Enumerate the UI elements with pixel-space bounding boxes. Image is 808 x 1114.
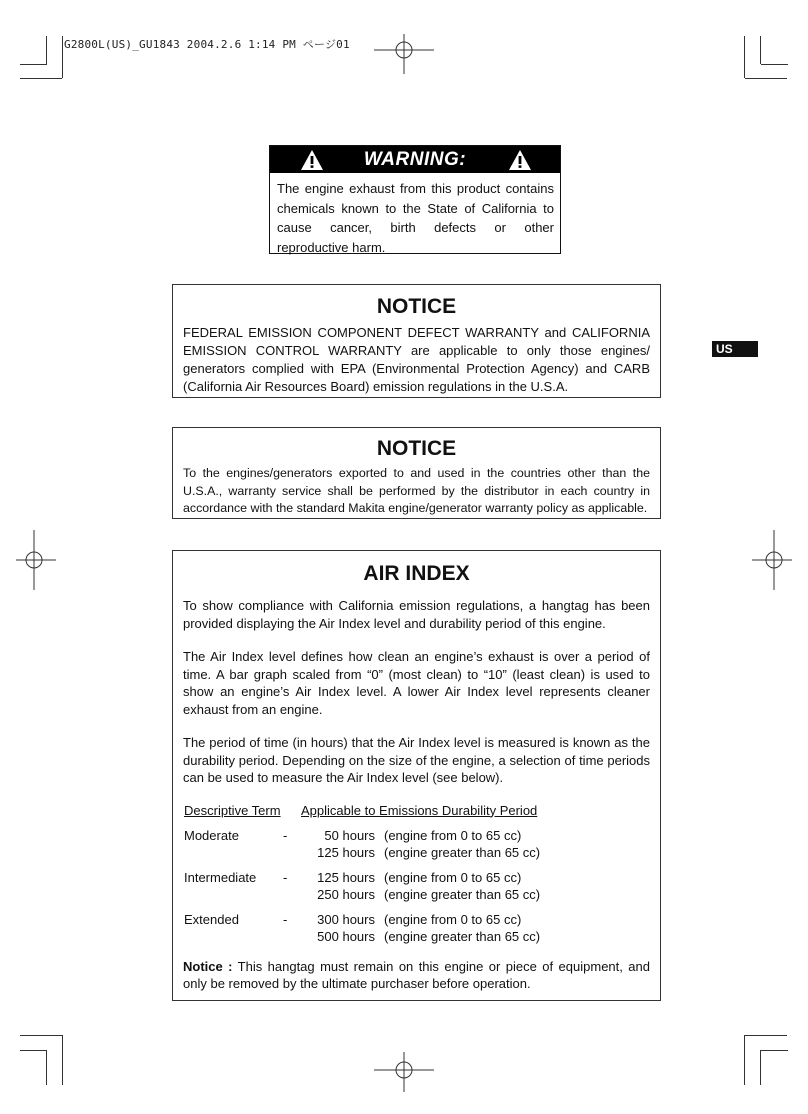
hours-cell: 50 hours <box>324 827 375 843</box>
crop-mark <box>46 1050 47 1085</box>
print-header: G2800L(US)_GU1843 2004.2.6 1:14 PM ページ01 <box>64 38 350 51</box>
air-index-paragraph: To show compliance with California emission regulations, a hangtag has been provided displaying the Air Index level and durability period of this engine. <box>183 598 650 631</box>
engine-desc-cell: (engine greater than 65 cc) <box>384 929 541 944</box>
term-cell: Moderate <box>184 827 239 843</box>
crop-mark <box>20 78 62 79</box>
crop-mark <box>62 36 63 78</box>
notice-text: To the engines/generators exported to and used in the countries other than the U.S.A., warranty service shall be performed by the distributor in each country in accordance with the standard Makita engine/generator warranty policy as applicable. <box>183 466 650 515</box>
table-row <box>184 827 660 862</box>
crop-mark <box>20 1035 62 1036</box>
term-cell: Extended <box>184 911 239 927</box>
engine-desc-cell: (engine greater than 65 cc) <box>384 887 541 902</box>
crop-mark <box>20 64 47 65</box>
term-cell: Intermediate <box>184 869 257 885</box>
notice-title: NOTICE <box>376 295 457 318</box>
registration-mark-right <box>752 530 792 590</box>
crop-mark <box>761 1050 788 1051</box>
table-row <box>184 911 660 946</box>
warning-triangle-icon <box>300 149 324 171</box>
crop-mark <box>745 1035 787 1036</box>
air-index-paragraph: The period of time (in hours) that the Air Index level is measured is known as the durability period. Depending on the size of the engine, a selection of time periods can be used to measure the Air Index level (see below). <box>183 735 650 785</box>
table-header-term: Descriptive Term <box>184 802 281 818</box>
registration-mark-top <box>374 34 434 74</box>
notice-title: NOTICE <box>376 437 457 460</box>
crop-mark <box>745 78 787 79</box>
hours-cell: 125 hours <box>317 869 375 885</box>
warning-text: The engine exhaust from this product contains chemicals known to the State of California to cause cancer, birth defects or other reproductive harm. <box>277 181 554 255</box>
dash-cell: - <box>283 869 288 885</box>
air-index-paragraph: The Air Index level defines how clean an engine’s exhaust is over a period of time. A bar graph scaled from “0” (most clean) to “10” (least clean) is used to show an engine’s Air Index level. A lower Air Index level represents cleaner exhaust from an engine. <box>183 649 650 717</box>
registration-mark-bottom <box>374 1052 434 1092</box>
crop-mark <box>20 1050 47 1051</box>
hours-cell: 500 hours <box>317 929 375 944</box>
warning-box <box>269 145 561 254</box>
air-index-box <box>172 550 661 1001</box>
table-header <box>184 802 660 820</box>
registration-mark-left <box>16 530 56 590</box>
language-tab: US <box>712 341 758 357</box>
hours-cell: 125 hours <box>317 845 375 860</box>
dash-cell: - <box>283 827 288 843</box>
hours-cell: 300 hours <box>317 911 375 927</box>
crop-mark <box>760 1050 761 1085</box>
warning-triangle-icon <box>508 149 532 171</box>
warning-header <box>270 146 560 173</box>
hours-cell: 250 hours <box>317 887 375 902</box>
crop-mark <box>744 36 745 78</box>
engine-desc-cell: (engine from 0 to 65 cc) <box>384 869 522 885</box>
table-row <box>184 869 660 904</box>
air-index-title: AIR INDEX <box>363 562 470 585</box>
engine-desc-cell: (engine greater than 65 cc) <box>384 845 541 860</box>
crop-mark <box>761 64 788 65</box>
hangtag-notice-text: This hangtag must remain on this engine or piece of equipment, and only be removed by the ultimate purchaser before operation. <box>183 958 650 991</box>
engine-desc-cell: (engine from 0 to 65 cc) <box>384 827 522 843</box>
crop-mark <box>62 1035 63 1085</box>
crop-mark <box>744 1035 745 1085</box>
notice-federal-warranty <box>172 284 661 398</box>
hangtag-notice-label: Notice : <box>183 958 233 974</box>
dash-cell: - <box>283 911 288 927</box>
hangtag-notice <box>173 958 660 993</box>
table-header-period: Applicable to Emissions Durability Period <box>301 802 538 818</box>
warning-title: WARNING: <box>363 148 467 170</box>
engine-desc-cell: (engine from 0 to 65 cc) <box>384 911 522 927</box>
crop-mark <box>760 36 761 64</box>
durability-table <box>184 802 660 946</box>
notice-text: FEDERAL EMISSION COMPONENT DEFECT WARRANTY and CALIFORNIA EMISSION CONTROL WARRANTY are applicable to only those engines/ generators complied with EPA (Environmental Protection Agency) and CARB (California Air Resources Board) emission regulations in the U.S.A. <box>183 325 650 394</box>
notice-export-warranty <box>172 427 661 519</box>
crop-mark <box>46 36 47 64</box>
